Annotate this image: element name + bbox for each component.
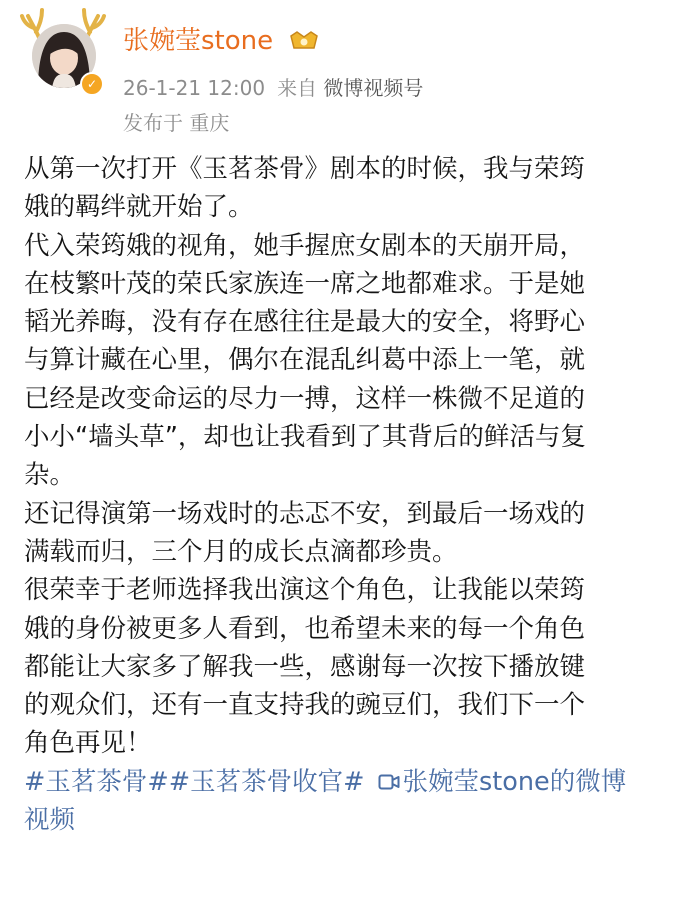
source-prefix: 来自 <box>277 76 318 100</box>
content-line: 满载而归，三个月的成长点滴都珍贵。 <box>24 536 458 567</box>
content-line: 娥的身份被更多人看到，也希望未来的每一个角色 <box>24 613 586 644</box>
content-line: 很荣幸于老师选择我出演这个角色，让我能以荣筠 <box>24 575 586 606</box>
post-meta <box>123 72 423 101</box>
content-line: 与算计藏在心里，偶尔在混乱纠葛中添上一笔，就 <box>24 345 586 376</box>
content-line: 从第一次打开《玉茗茶骨》剧本的时候，我与荣筠 <box>24 154 586 184</box>
vip-crown-icon <box>287 28 321 52</box>
content-line: 已经是改变命运的尽力一搏，这样一株微不足道的 <box>24 383 586 414</box>
post-location: 发布于 重庆 <box>123 111 230 135</box>
hashtag-link[interactable]: #玉茗茶骨# <box>24 766 169 797</box>
content-line: 在枝繁叶茂的荣氏家族连一席之地都难求。于是她 <box>24 268 586 299</box>
video-link[interactable]: 张婉莹stone的微博 <box>402 766 627 797</box>
tags-line <box>24 763 674 801</box>
post-header <box>0 0 690 140</box>
video-camera-icon <box>378 772 400 792</box>
content-line: 小小“墙头草”，却也让我看到了其背后的鲜活与复 <box>24 422 586 453</box>
post-source[interactable]: 微博视频号 <box>323 76 424 100</box>
avatar[interactable] <box>18 6 108 98</box>
content-line: 杂。 <box>24 460 76 491</box>
post-content <box>24 150 674 839</box>
content-line: 娥的羁绊就开始了。 <box>24 192 254 223</box>
content-line: 韬光养晦，没有存在感往往是最大的安全，将野心 <box>24 307 586 338</box>
hashtag-link[interactable]: #玉茗茶骨收官# <box>168 766 365 797</box>
username[interactable]: 张婉莹stone <box>123 26 274 56</box>
content-line: 还记得演第一场戏时的忐忑不安，到最后一场戏的 <box>24 498 586 529</box>
post-time: 26-1-21 12:00 <box>123 76 266 100</box>
verified-badge-icon: ✓ <box>80 72 104 96</box>
content-line: 代入荣筠娥的视角，她手握庶女剧本的天崩开局， <box>24 230 586 261</box>
content-line: 都能让大家多了解我一些，感谢每一次按下播放键 <box>24 651 586 682</box>
content-line: 的观众们，还有一直支持我的豌豆们，我们下一个 <box>24 690 586 721</box>
video-link-continued[interactable]: 视频 <box>24 805 76 836</box>
content-line: 角色再见！ <box>24 728 152 759</box>
